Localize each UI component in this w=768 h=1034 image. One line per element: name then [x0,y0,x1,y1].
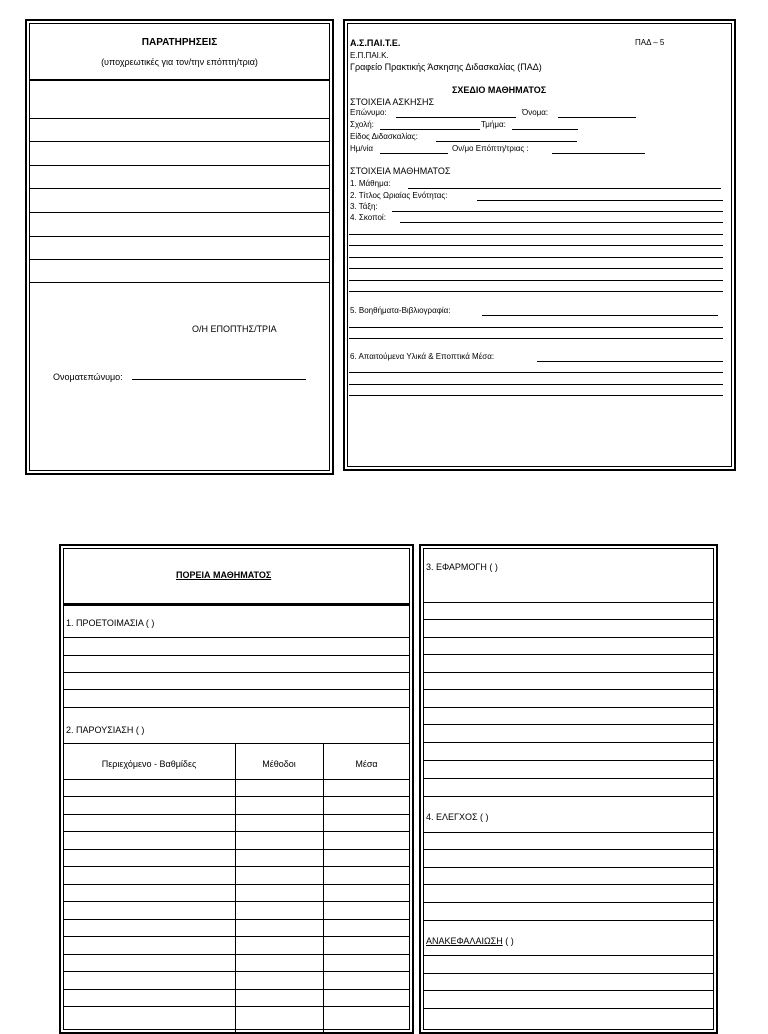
apply-line[interactable] [423,672,714,673]
table-row-line[interactable] [63,936,410,937]
subject-field-line[interactable] [408,188,721,189]
item-unit-title-label: 2. Τίτλος Ωριαίας Ενότητας: [350,191,448,200]
table-row-line[interactable] [63,866,410,867]
surname-label: Επώνυμο: [350,108,387,117]
bibliography-field-line[interactable] [482,315,718,316]
remarks-line [29,259,330,260]
recap-line[interactable] [423,955,714,956]
check-line[interactable] [423,902,714,903]
remarks-line [29,165,330,166]
check-line[interactable] [423,867,714,868]
column-header-methods: Μέθοδοι [262,759,296,769]
office-name: Γραφείο Πρακτικής Άσκησης Διδασκαλίας (ΠΑΔ) [350,62,542,72]
table-row-line[interactable] [63,1006,410,1007]
item-materials-label: 6. Απαιτούμενα Υλικά & Εποπτικά Μέσα: [350,352,495,361]
check-label: 4. ΕΛΕΓΧΟΣ ( ) [426,812,489,822]
table-row-line[interactable] [63,884,410,885]
remarks-line [29,282,330,283]
firstname-field-line[interactable] [558,117,636,118]
presentation-label: 2. ΠΑΡΟΥΣΙΑΣΗ ( ) [66,725,145,735]
recap-line[interactable] [423,973,714,974]
item-subject-label: 1. Μάθημα: [350,179,391,188]
remarks-line [29,236,330,237]
form-code: ΠΑΔ – 5 [635,38,665,47]
lesson-header: ΣΤΟΙΧΕΙΑ ΜΑΘΗΜΑΤΟΣ [350,166,451,176]
name-field-line[interactable] [132,379,306,380]
supervisor-name-label: Ον/μο Επόπτη/τριας : [452,144,529,153]
table-row-line[interactable] [63,814,410,815]
apply-line[interactable] [423,602,714,603]
materials-line[interactable] [349,384,723,385]
application-label: 3. ΕΦΑΡΜΟΓΗ ( ) [426,562,498,572]
teaching-type-label: Είδος Διδασκαλίας: [350,132,418,141]
goals-line[interactable] [349,257,723,258]
name-label: Ονοματεπώνυμο: [53,372,123,382]
remarks-header-divider [29,79,330,81]
table-row-line[interactable] [63,849,410,850]
bibliography-line[interactable] [349,338,723,339]
column-header-media: Μέσα [355,759,378,769]
remarks-line [29,212,330,213]
plan-title: ΣΧΕΔΙΟ ΜΑΘΗΜΑΤΟΣ [452,85,547,95]
apply-line[interactable] [423,778,714,779]
apply-line[interactable] [423,760,714,761]
apply-line[interactable] [423,689,714,690]
preparation-label: 1. ΠΡΟΕΤΟΙΜΑΣΙΑ ( ) [66,618,155,628]
course-title: ΠΟΡΕΙΑ ΜΑΘΗΜΑΤΟΣ [176,570,272,580]
application-panel-inner [423,548,714,1030]
apply-line[interactable] [423,707,714,708]
class-field-line[interactable] [392,211,723,212]
apply-line[interactable] [423,619,714,620]
goals-line[interactable] [349,280,723,281]
check-line[interactable] [423,832,714,833]
apply-line[interactable] [423,637,714,638]
goals-field-line[interactable] [400,222,723,223]
date-label: Ημ/νία [350,144,374,153]
remarks-line [29,188,330,189]
school-label: Σχολή: [350,120,374,129]
department-field-line[interactable] [512,129,578,130]
remarks-title: ΠΑΡΑΤΗΡΗΣΕΙΣ [141,37,218,48]
unit-title-field-line[interactable] [477,200,723,201]
remarks-subtitle: (υποχρεωτικές για τον/την επόπτη/τρια) [101,57,258,67]
apply-line[interactable] [423,724,714,725]
materials-line[interactable] [349,372,723,373]
remarks-line [29,118,330,119]
course-header-divider [63,603,410,606]
table-row-line[interactable] [63,989,410,990]
presentation-header-line [63,743,410,744]
prep-line[interactable] [63,655,410,656]
recap-paren: ( ) [502,936,514,946]
apply-line[interactable] [423,654,714,655]
table-row-line[interactable] [63,831,410,832]
bibliography-line[interactable] [349,327,723,328]
supervisor-name-field-line[interactable] [552,153,645,154]
table-row-line[interactable] [63,919,410,920]
date-field-line[interactable] [380,153,448,154]
department-label: Τμήμα: [481,120,506,129]
table-row-line[interactable] [63,971,410,972]
check-line[interactable] [423,884,714,885]
goals-line[interactable] [349,291,723,292]
check-line[interactable] [423,849,714,850]
surname-field-line[interactable] [396,117,516,118]
table-row-line[interactable] [63,954,410,955]
apply-line[interactable] [423,742,714,743]
check-section-divider [423,920,714,921]
firstname-label: Όνομα: [522,108,549,117]
school-field-line[interactable] [380,129,480,130]
item-bibliography-label: 5. Βοηθήματα-Βιβλιογραφία: [350,306,451,315]
dept-name: Ε.Π.ΠΑΙ.Κ. [350,51,389,60]
prep-line[interactable] [63,707,410,708]
prep-line[interactable] [63,672,410,673]
materials-line[interactable] [349,395,723,396]
supervisor-label: Ο/Η ΕΠΟΠΤΗΣ/ΤΡΙΑ [192,324,277,334]
table-row-line[interactable] [63,796,410,797]
prep-line[interactable] [63,689,410,690]
column-header-content: Περιεχόμενο - Βαθμίδες [101,759,197,769]
item-goals-label: 4. Σκοποί: [350,213,386,222]
table-row-line[interactable] [63,779,410,780]
teaching-type-field-line[interactable] [436,141,577,142]
goals-line[interactable] [349,245,723,246]
prep-line[interactable] [63,637,410,638]
table-row-line[interactable] [63,901,410,902]
recap-label [426,936,514,946]
org-name: Α.Σ.ΠΑΙ.Τ.Ε. [350,38,401,48]
practice-header: ΣΤΟΙΧΕΙΑ ΑΣΚΗΣΗΣ [350,97,435,107]
recap-label-text: ΑΝΑΚΕΦΑΛΑΙΩΣΗ [426,936,503,946]
apply-section-divider [423,796,714,797]
recap-line[interactable] [423,1008,714,1009]
remarks-line [29,141,330,142]
item-class-label: 3. Τάξη: [350,202,378,211]
materials-field-line[interactable] [537,361,723,362]
remarks-panel-inner [29,23,330,471]
goals-line[interactable] [349,234,723,235]
recap-line[interactable] [423,990,714,991]
goals-line[interactable] [349,268,723,269]
